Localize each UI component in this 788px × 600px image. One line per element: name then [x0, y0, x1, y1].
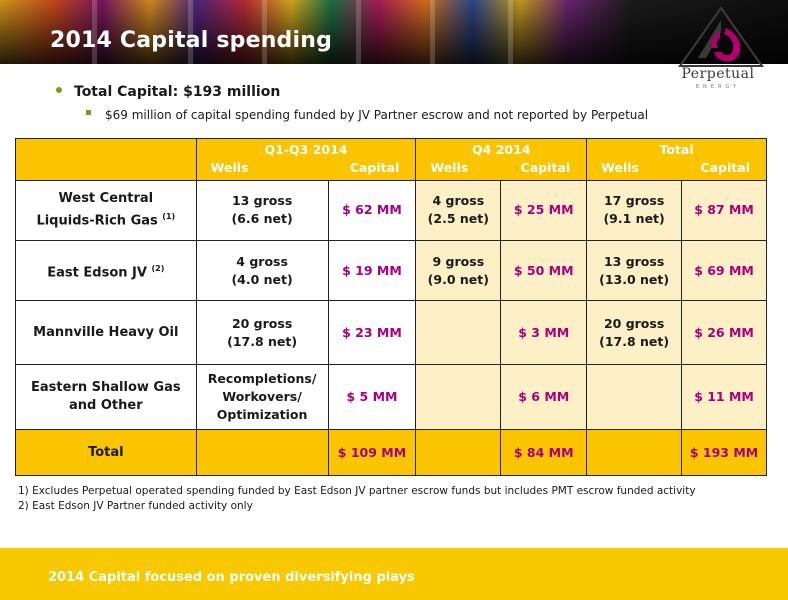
total-capital: $ 26 MM — [682, 301, 767, 364]
q4-capital: $ 3 MM — [501, 301, 587, 364]
header-q1-q3: Q1-Q3 2014 Wells Capital — [196, 139, 416, 181]
table-total-row — [16, 430, 767, 476]
q4-capital: $ 6 MM — [501, 364, 587, 429]
total-capital: $ 11 MM — [682, 364, 767, 429]
q13-capital: $ 109 MM — [328, 430, 416, 476]
total-capital: $ 69 MM — [682, 241, 767, 301]
logo-tagline: ENERGY — [695, 84, 741, 90]
footnote-1: 1) Excludes Perpetual operated spending funded by East Edson JV partner escrow funds but includes PMT escrow funded activity — [18, 485, 696, 497]
q4-capital: $ 84 MM — [501, 430, 587, 476]
q4-capital: $ 25 MM — [501, 180, 587, 240]
capital-table — [15, 138, 767, 476]
total-wells: 13 gross (13.0 net) — [587, 241, 682, 301]
total-wells — [587, 430, 682, 476]
row-label: Eastern Shallow Gas and Other — [16, 364, 197, 429]
q13-wells: 4 gross (4.0 net) — [196, 241, 328, 301]
bullet-main-text: Total Capital: $193 million — [74, 84, 281, 100]
q13-wells: 13 gross (6.6 net) — [196, 180, 328, 240]
table-row — [16, 241, 767, 301]
table-row — [16, 364, 767, 429]
q13-wells: 20 gross (17.8 net) — [196, 301, 328, 364]
logo-name: Perpetual — [681, 66, 755, 82]
bullet-square-icon — [86, 110, 91, 115]
table-row — [16, 180, 767, 240]
slide-title: 2014 Capital spending — [50, 28, 333, 53]
footer-bar — [0, 548, 788, 600]
footnote-2: 2) East Edson JV Partner funded activity only — [18, 500, 253, 512]
row-label: East Edson JV $^{(2)}$ — [16, 241, 197, 301]
q13-wells: Recompletions/ Workovers/ Optimization — [196, 364, 328, 429]
table-row — [16, 301, 767, 364]
q4-wells — [416, 301, 501, 364]
bullet-dot-icon — [56, 87, 62, 93]
total-capital: $ 193 MM — [682, 430, 767, 476]
total-wells: 20 gross (17.8 net) — [587, 301, 682, 364]
row-label: West Central Liquids-Rich Gas $^{(1)}$ — [16, 180, 197, 240]
total-label: Total — [16, 430, 197, 476]
q13-capital: $ 23 MM — [328, 301, 416, 364]
q13-capital: $ 5 MM — [328, 364, 416, 429]
total-wells — [587, 364, 682, 429]
row-label: Mannville Heavy Oil — [16, 301, 197, 364]
q4-wells: 9 gross (9.0 net) — [416, 241, 501, 301]
bullet-jv-escrow — [86, 108, 648, 122]
footer-text: 2014 Capital focused on proven diversifying plays — [48, 570, 415, 585]
header-q4: Q4 2014 Wells Capital — [416, 139, 587, 181]
q4-wells: 4 gross (2.5 net) — [416, 180, 501, 240]
total-wells: 17 gross (9.1 net) — [587, 180, 682, 240]
bullet-sub-text: $69 million of capital spending funded by JV Partner escrow and not reported by Perpetual — [105, 108, 649, 122]
q13-capital: $ 19 MM — [328, 241, 416, 301]
q13-wells — [196, 430, 328, 476]
header-total: Total Wells Capital — [587, 139, 767, 181]
bullet-total-capital — [56, 84, 280, 100]
total-capital: $ 87 MM — [682, 180, 767, 240]
q4-wells — [416, 364, 501, 429]
q4-capital: $ 50 MM — [501, 241, 587, 301]
header-blank — [16, 139, 197, 181]
table-header-row — [16, 139, 767, 181]
header-banner — [0, 0, 788, 64]
q4-wells — [416, 430, 501, 476]
q13-capital: $ 62 MM — [328, 180, 416, 240]
